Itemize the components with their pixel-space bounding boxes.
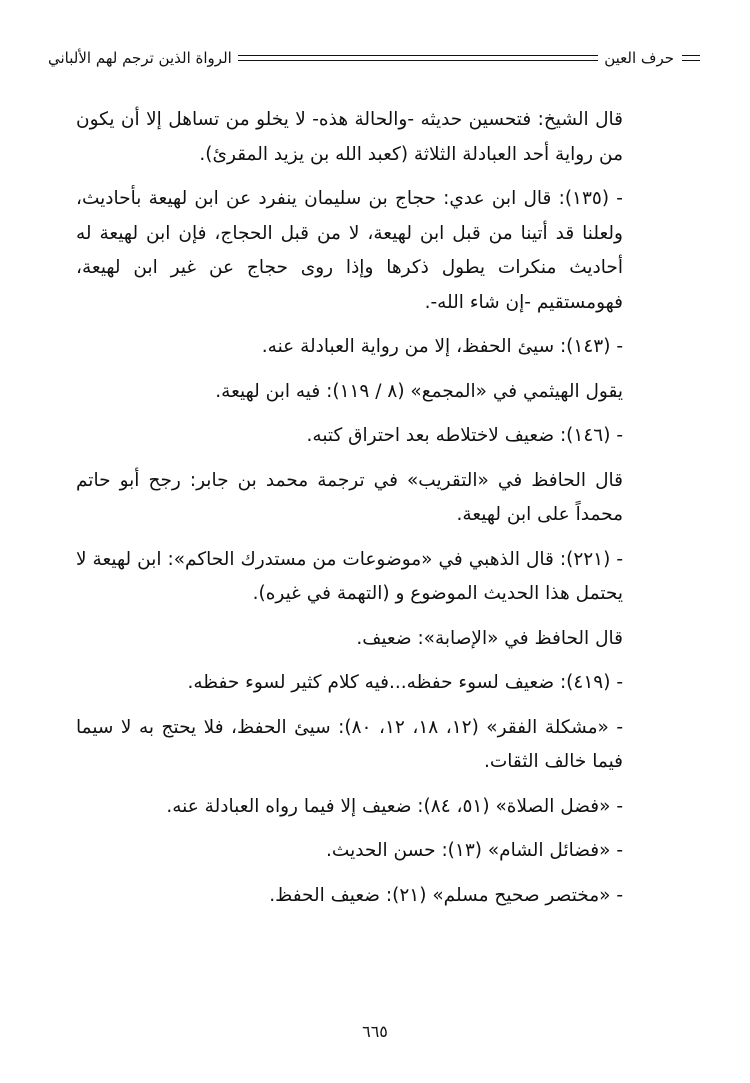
paragraph: قال الشيخ: فتحسين حديثه -والحالة هذه- لا يخلو من تساهل إلا أن يكون من رواية أحد العبادلة الثلاثة (كعبد الله بن يزيد المقرئ). <box>76 109 623 165</box>
header-ornament <box>682 55 700 61</box>
paragraph: - (٤١٩): ضعيف لسوء حفظه...فيه كلام كثير لسوء حفظه. <box>187 672 623 693</box>
paragraph: - «مشكلة الفقر» (١٢، ١٨، ١٢، ٨٠): سيئ الحفظ، فلا يحتج به لا سيما فيما خالف الثقات. <box>76 716 623 772</box>
page-body <box>76 103 651 923</box>
header-section-title: حرف العين <box>604 49 674 67</box>
paragraph: - (١٤٣): سيئ الحفظ، إلا من رواية العبادلة عنه. <box>261 336 623 357</box>
page-number: ٦٦٥ <box>362 1022 388 1041</box>
paragraph: قال الحافظ في «التقريب» في ترجمة محمد بن جابر: رجح أبو حاتم محمداً على ابن لهيعة. <box>76 469 623 525</box>
paragraph: - «مختصر صحيح مسلم» (٢١): ضعيف الحفظ. <box>269 884 623 906</box>
header-book-title: الرواة الذين ترجم لهم الألباني <box>48 49 232 67</box>
paragraph: - (١٣٥): قال ابن عدي: حجاج بن سليمان ينفرد عن ابن لهيعة بأحاديث، ولعلنا قد أتينا من قبل ابن لهيعة، لا من قبل الحجاج، فإن ابن لهيعة له أحاديث منكرات يطول ذكرها وإذا روى حجاج عن غير ابن لهيعة، فهومستقيم -إن شاء الله-. <box>76 188 623 313</box>
paragraph: قال الحافظ في «الإصابة»: ضعيف. <box>356 627 623 649</box>
paragraph: - «فضائل الشام» (١٣): حسن الحديث. <box>326 840 623 861</box>
paragraph: - «فضل الصلاة» (٥١، ٨٤): ضعيف إلا فيما رواه العبادلة عنه. <box>166 795 623 817</box>
paragraph: - (٢٢١): قال الذهبي في «موضوعات من مستدرك الحاكم»: ابن لهيعة لا يحتمل هذا الحديث الموضوع و (التهمة في غيره). <box>76 548 624 604</box>
paragraph: يقول الهيثمي في «المجمع» (٨ / ١١٩): فيه ابن لهيعة. <box>215 380 623 402</box>
header-rule <box>238 55 598 61</box>
running-header <box>48 46 700 70</box>
paragraph: - (١٤٦): ضعيف لاختلاطه بعد احتراق كتبه. <box>306 425 623 446</box>
